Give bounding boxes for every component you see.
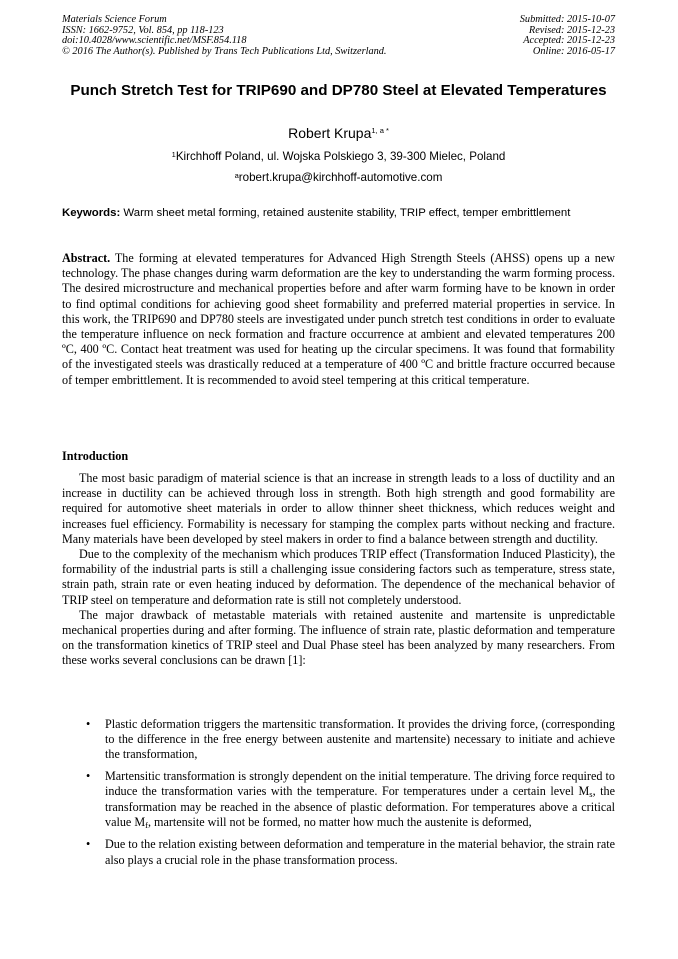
keywords-label: Keywords: (62, 207, 121, 219)
list-item (62, 717, 615, 763)
abstract-block (62, 251, 615, 388)
mf-subscript: f (145, 820, 148, 831)
bullet-text-3: Due to the relation existing between deformation and temperature in the material behavior, the strain rate also plays a crucial role in the phase transformation process. (105, 837, 615, 867)
bullet-text-2b: , the transformation may be reached in the absence of plastic deformation. For temperatures above a critical value M (105, 783, 615, 830)
bullet-text-2a: Martensitic transformation is strongly dependent on the initial temperature. The driving force required to induce the transformation varies with the temperature. For temperatures under a certain level M (105, 768, 615, 798)
author-marks: 1, a * (371, 126, 389, 135)
submitted-date: Submitted: 2015-10-07 (519, 14, 615, 25)
bullet-text-2c: , martensite will not be formed, no matter how much the austenite is deformed, (147, 815, 532, 830)
introduction-heading: Introduction (62, 449, 129, 463)
issn-line: ISSN: 1662-9752, Vol. 854, pp 118-123 (62, 24, 224, 36)
accepted-date: Accepted: 2015-12-23 (523, 35, 615, 47)
author-email (62, 171, 615, 185)
ms-subscript: s (589, 788, 593, 799)
journal-header-left (62, 15, 386, 57)
bullet-icon: • (86, 837, 91, 852)
bullet-icon: • (86, 717, 91, 731)
bullet-text-1: Plastic deformation triggers the martensitic transformation. It provides the driving force, (corresponding to the difference in the free energy between austenite and martensite) necessary to initiate and achieve the transformation, (105, 717, 615, 762)
abstract-text: The forming at elevated temperatures for Advanced High Strength Steels (AHSS) opens up a new technology. The phase changes during warm deformation are the key to understanding the warm forming process. The desired microstructure and mechanical properties before and after warm forming have to be known in order to find optimal conditions for achieving good sheet formability and preferred material properties in service. In this work, the TRIP690 and DP780 steels are investigated under punch stretch test conditions in order to evaluate the temperature influence on neck formation and fracture occurrence at ambient and elevated temperatures 200 ºC, 400 ºC. Contact heat treatment was used for heating up the circular specimens. It was found that formability of the investigated steels was drastically reduced at a temperature of 400 ºC and brittle fracture occurred because of temper embrittlement. It is recommended to avoid steel tempering at this critical temperature. (62, 251, 615, 387)
doi-line: doi:10.4028/www.scientific.net/MSF.854.118 (62, 35, 247, 47)
intro-paragraph-2: Due to the complexity of the mechanism which produces TRIP effect (Transformation Induced Plasticity), the formability of the industrial parts is still a challenging issue considering factors such as temperature, stress state, strain path, strain rate or even heating induced by deformation. The dependence of the mechanical behavior of TRIP steel on temperature and deformation rate is still not completely understood. (62, 547, 615, 607)
introduction-body (62, 471, 615, 669)
intro-paragraph-3: The major drawback of metastable materials with retained austenite and martensite is unpredictable mechanical properties during and after forming. The influence of strain rate, plastic deformation and temperature on the transformation kinetics of TRIP steel and Dual Phase steel has been analyzed by many researchers. From these works several conclusions can be drawn [1]: (62, 607, 615, 668)
abstract-label: Abstract. (62, 251, 111, 265)
email-text: robert.krupa@kirchhoff-automotive.com (238, 171, 443, 184)
email-mark: a (234, 171, 239, 180)
list-item (62, 837, 615, 867)
intro-paragraph-1: The most basic paradigm of material science is that an increase in strength leads to a loss of ductility and an increase in ductility can be achieved through loss in strength. Both high strength and good formability are required for automotive sheet materials in order to allow thinner sheet thickness, which reduces weight and increases fuel efficiency. Formability is necessary for stamping the complex parts without necking and fracture. Many materials have been developed by steel makers in order to find a balance between strength and ductility. (62, 471, 615, 546)
keywords-block (62, 206, 615, 220)
affiliation-text: Kirchhoff Poland, ul. Wojska Polskiego 3, 39-300 Mielec, Poland (175, 150, 506, 163)
author-line (62, 125, 615, 141)
journal-header-right (520, 15, 615, 57)
copyright-line: © 2016 The Author(s). Published by Trans Tech Publications Ltd, Switzerland. (62, 45, 387, 57)
revised-date: Revised: 2015-12-23 (528, 24, 615, 36)
bullet-icon: • (86, 768, 91, 783)
paper-title: Punch Stretch Test for TRIP690 and DP780 Steel at Elevated Temperatures (70, 82, 607, 99)
affiliation (62, 150, 615, 164)
online-date: Online: 2016-05-17 (532, 45, 615, 57)
journal-name: Materials Science Forum (62, 14, 167, 25)
author-name: Robert Krupa (288, 125, 372, 141)
affiliation-mark: 1 (171, 150, 176, 159)
list-item (62, 769, 615, 832)
keywords-text: Warm sheet metal forming, retained austenite stability, TRIP effect, temper embrittlement (123, 207, 571, 219)
conclusions-list (62, 717, 615, 874)
